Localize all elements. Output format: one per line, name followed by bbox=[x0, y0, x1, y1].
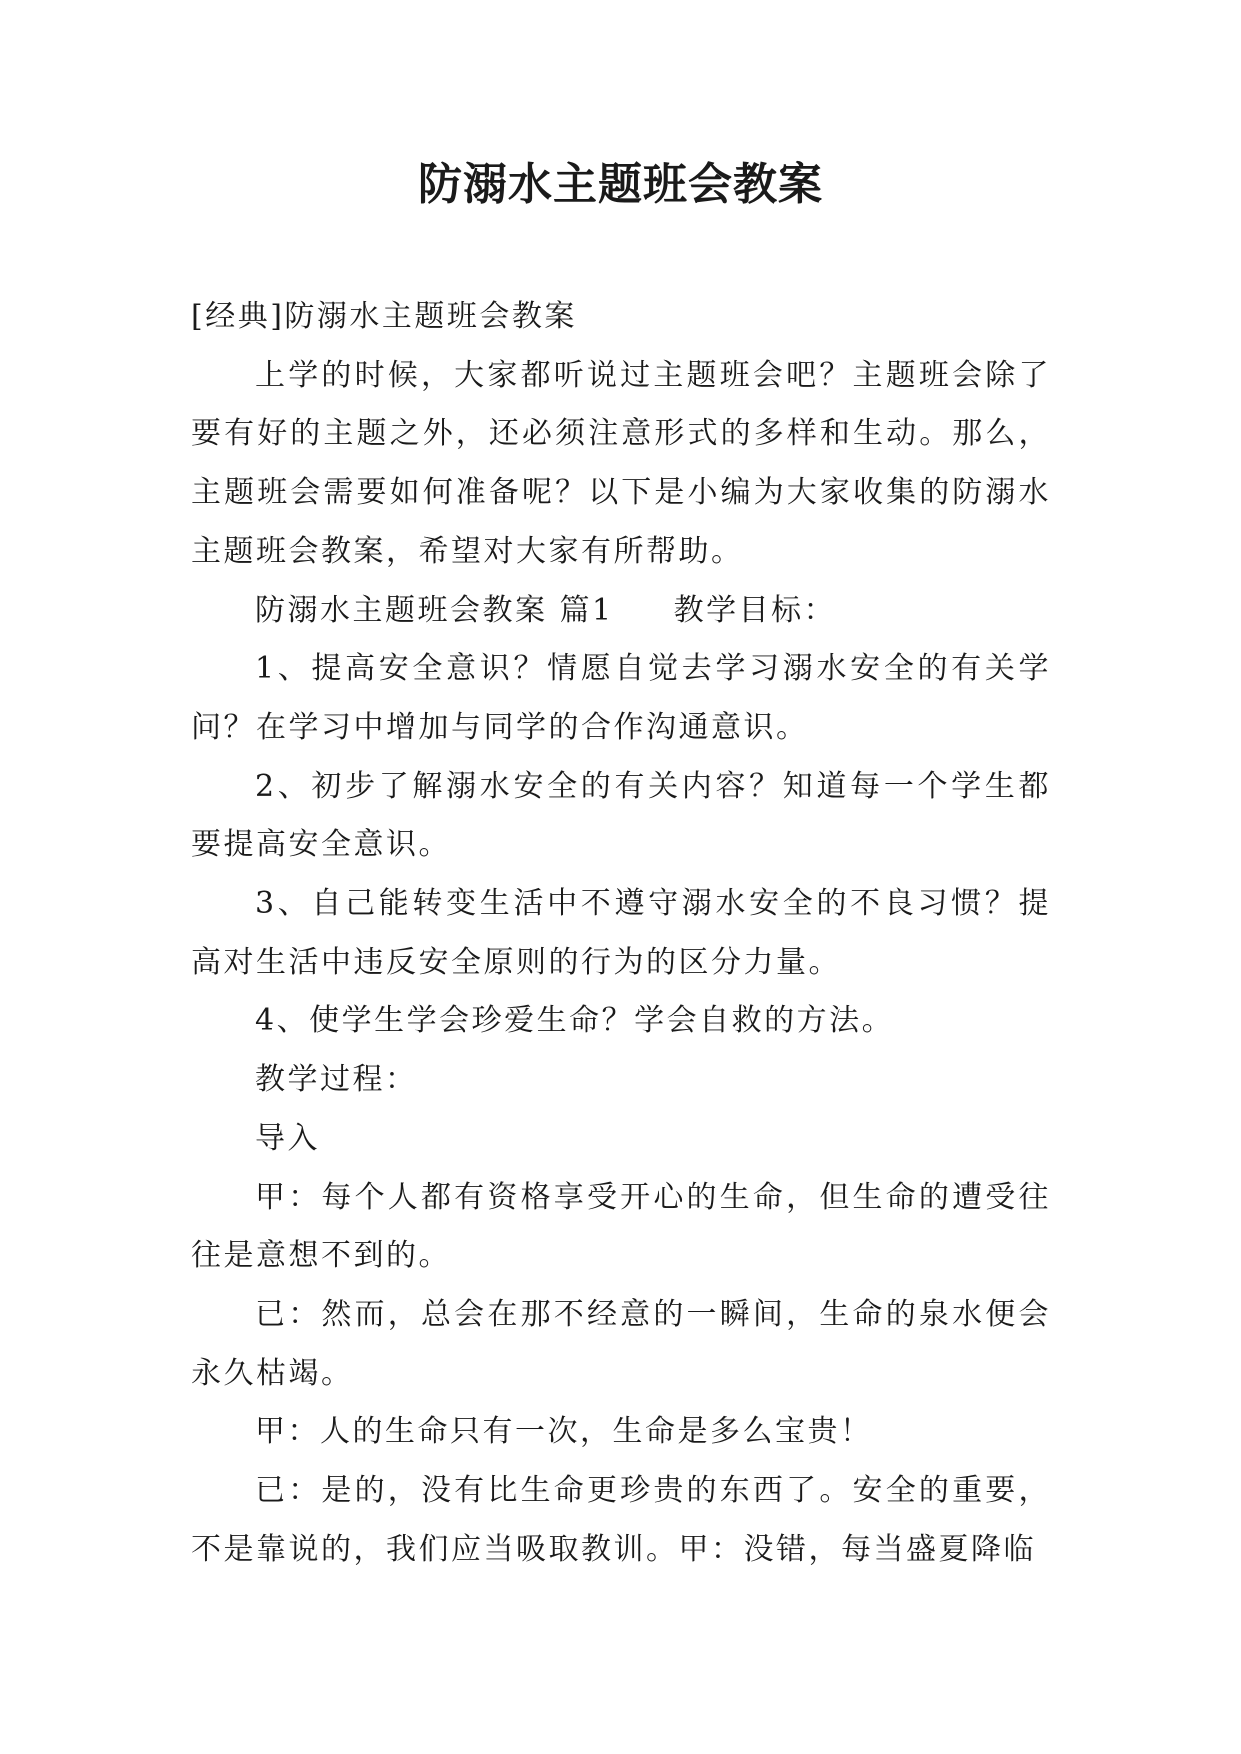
process-label: 教学过程： bbox=[255, 1062, 418, 1098]
section-goal-label: 教学目标： bbox=[673, 592, 837, 628]
goal-item-4: 4、使学生学会珍爱生命？学会自救的方法。 bbox=[255, 1003, 895, 1039]
goal-item-1: 1、提高安全意识？情愿自觉去学习溺水安全的有关学问？在学习中增加与同学的合作沟通意识。 bbox=[191, 651, 1051, 745]
dialogue-line-3: 甲：人的生命只有一次，生命是多么宝贵！ bbox=[255, 1414, 873, 1450]
section-header bbox=[191, 582, 1051, 641]
dialogue-line-1: 甲：每个人都有资格享受开心的生命，但生命的遭受往往是意想不到的。 bbox=[191, 1179, 1051, 1274]
goal-item-3: 3、自己能转变生活中不遵守溺水安全的不良习惯？提高对生活中违反安全原则的行为的区分力量。 bbox=[191, 886, 1051, 980]
goal-item-2: 2、初步了解溺水安全的有关内容？知道每一个学生都要提高安全意识。 bbox=[191, 768, 1051, 863]
heading-line: [经典]防溺水主题班会教案 bbox=[191, 299, 577, 334]
document-title: 防溺水主题班会教案 bbox=[418, 159, 823, 210]
dialogue-line-2: 已：然而，总会在那不经意的一瞬间，生命的泉水便会永久枯竭。 bbox=[191, 1296, 1051, 1391]
intro-label: 导入 bbox=[255, 1120, 320, 1156]
intro-paragraph: 上学的时候，大家都听说过主题班会吧？主题班会除了要有好的主题之外，还必须注意形式的多样和生动。那么，主题班会需要如何准备呢？以下是小编为大家收集的防溺水主题班会教案，希望对大家有所帮助。 bbox=[191, 357, 1051, 569]
document-body bbox=[191, 288, 1051, 1579]
section-title: 防溺水主题班会教案 篇1 bbox=[255, 592, 614, 628]
dialogue-line-4: 已：是的，没有比生命更珍贵的东西了。安全的重要，不是靠说的，我们应当吸取教训。甲：没错，每当盛夏降临 bbox=[191, 1473, 1051, 1567]
